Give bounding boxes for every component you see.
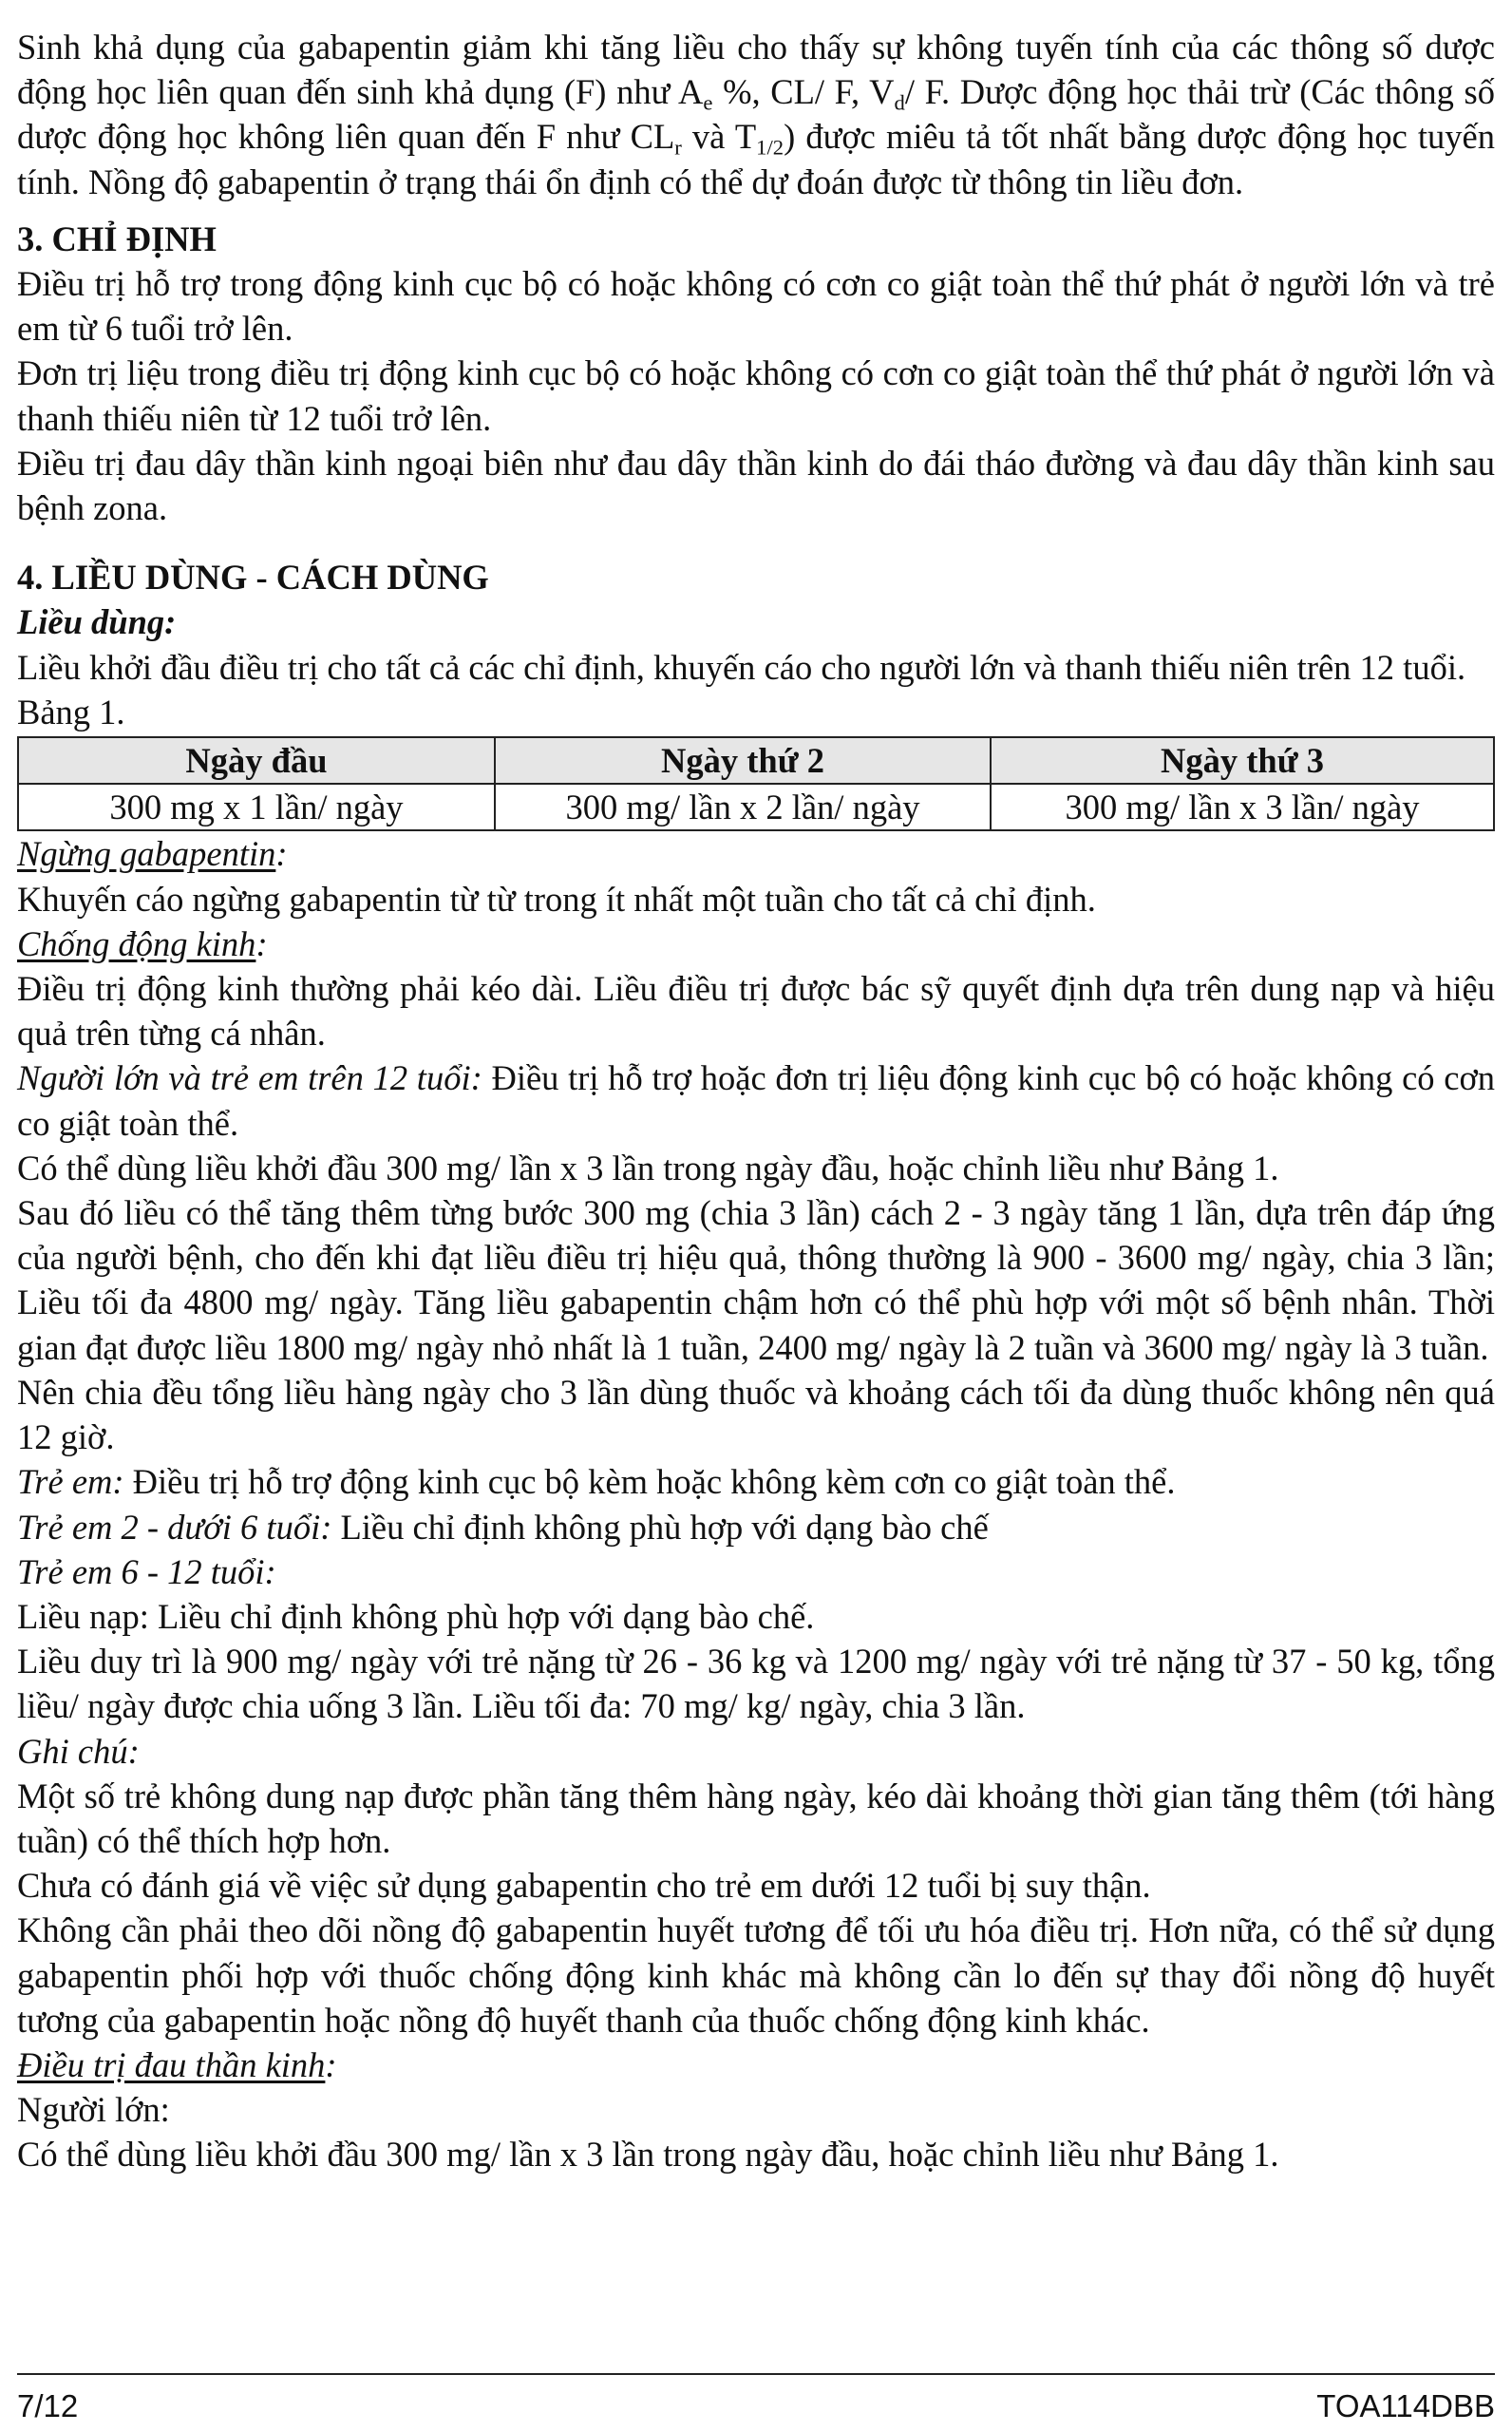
section-4-heading: 4. LIỀU DÙNG - CÁCH DÙNG xyxy=(17,558,489,598)
note-paragraph: Một số trẻ không dung nạp được phần tăng thêm hàng ngày, kéo dài khoảng thời gian tăng thêm (tới hàng tuần) có thể thích hợp hơn. xyxy=(17,1776,1495,1860)
neuro-paragraph: Có thể dùng liều khởi đầu 300 mg/ lần x 3 lần trong ngày đầu, hoặc chỉnh liều như Bảng 1. xyxy=(17,2135,1279,2175)
table-cell: 300 mg/ lần x 3 lần/ ngày xyxy=(991,784,1494,830)
child6-label: Trẻ em 6 - 12 tuổi: xyxy=(17,1551,276,1591)
indication-paragraph: Điều trị đau dây thần kinh ngoại biên như đau dây thần kinh do đái tháo đường và đau dây thần kinh sau bệnh zona. xyxy=(17,443,1495,528)
adult-paragraph: Người lớn và trẻ em trên 12 tuổi: Điều trị hỗ trợ hoặc đơn trị liệu động kinh cục bộ có hoặc không có cơn co giật toàn thể. xyxy=(17,1058,1495,1143)
adult-paragraph: Nên chia đều tổng liều hàng ngày cho 3 lần dùng thuốc và khoảng cách tối đa dùng thuốc không nên quá 12 giờ. xyxy=(17,1372,1495,1457)
table-header-cell: Ngày đầu xyxy=(18,737,495,784)
section-3-heading: 3. CHỈ ĐỊNH xyxy=(17,218,217,258)
indication-paragraph: Điều trị hỗ trợ trong động kinh cục bộ có hoặc không có cơn co giật toàn thể thứ phát ở người lớn và trẻ em từ 6 tuổi trở lên. xyxy=(17,264,1495,349)
footer-divider xyxy=(17,2373,1495,2375)
child-paragraph: Trẻ em 2 - dưới 6 tuổi: Liều chỉ định không phù hợp với dạng bào chế xyxy=(17,1507,989,1547)
stop-subheading: Ngừng gabapentin: xyxy=(17,834,288,874)
page-number: 7/12 xyxy=(17,2388,79,2423)
child6-paragraph: Liều nạp: Liều chỉ định không phù hợp với dạng bào chế. xyxy=(17,1596,815,1636)
adult-paragraph: Có thể dùng liều khởi đầu 300 mg/ lần x 3 lần trong ngày đầu, hoặc chỉnh liều như Bảng 1. xyxy=(17,1148,1279,1188)
indication-paragraph: Đơn trị liệu trong điều trị động kinh cục bộ có hoặc không có cơn co giật toàn thể thứ phát ở người lớn và thanh thiếu niên từ 12 tuổi trở lên. xyxy=(17,353,1495,438)
epilepsy-subheading: Chống động kinh: xyxy=(17,923,268,963)
note-paragraph: Chưa có đánh giá về việc sử dụng gabapentin cho trẻ em dưới 12 tuổi bị suy thận. xyxy=(17,1866,1151,1906)
table-caption: Bảng 1. xyxy=(17,692,125,732)
table-cell: 300 mg x 1 lần/ ngày xyxy=(18,784,495,830)
child-paragraph: Trẻ em: Điều trị hỗ trợ động kinh cục bộ kèm hoặc không kèm cơn co giật toàn thể. xyxy=(17,1462,1176,1502)
neuro-adult-label: Người lớn: xyxy=(17,2090,170,2130)
neuro-subheading: Điều trị đau thần kinh: xyxy=(17,2044,337,2084)
table-cell: 300 mg/ lần x 2 lần/ ngày xyxy=(495,784,991,830)
note-paragraph: Không cần phải theo dõi nồng độ gabapentin huyết tương để tối ưu hóa điều trị. Hơn nữa, có thể sử dụng gabapentin phối hợp với thuốc chống động kinh khác mà không cần lo đến sự thay đổi nồng độ huyết tương của gabapentin hoặc nồng độ huyết thanh của thuốc chống động kinh khác. xyxy=(17,1910,1495,2040)
epilepsy-paragraph: Điều trị động kinh thường phải kéo dài. Liều điều trị được bác sỹ quyết định dựa trên dung nạp và hiệu quả trên từng cá nhân. xyxy=(17,969,1495,1054)
dosage-intro: Liều khởi đầu điều trị cho tất cả các chỉ định, khuyến cáo cho người lớn và thanh thiếu niên trên 12 tuổi. xyxy=(17,647,1466,687)
adult-paragraph: Sau đó liều có thể tăng thêm từng bước 300 mg (chia 3 lần) cách 2 - 3 ngày tăng 1 lần, dựa trên đáp ứng của người bệnh, cho đến khi đạt liều điều trị hiệu quả, thông thường là 900 - 3600 mg/ ngày, chia 3 lần; Liều tối đa 4800 mg/ ngày. Tăng liều gabapentin chậm hơn có thể phù hợp với một số bệnh nhân. Thời gian đạt được liều 1800 mg/ ngày nhỏ nhất là 1 tuần, 2400 mg/ ngày là 2 tuần và 3600 mg/ ngày là 3 tuần. xyxy=(17,1193,1495,1367)
document-code: TOA114DBB xyxy=(1316,2388,1495,2423)
table-header-cell: Ngày thứ 2 xyxy=(495,737,991,784)
dosage-label: Liều dùng: xyxy=(17,602,177,642)
table-row xyxy=(18,784,1494,830)
child6-paragraph: Liều duy trì là 900 mg/ ngày với trẻ nặng từ 26 - 36 kg và 1200 mg/ ngày với trẻ nặng từ 37 - 50 kg, tổng liều/ ngày được chia uống 3 lần. Liều tối đa: 70 mg/ kg/ ngày, chia 3 lần. xyxy=(17,1642,1495,1726)
table-header-row xyxy=(18,737,1494,784)
document-page xyxy=(17,25,1495,2177)
stop-text: Khuyến cáo ngừng gabapentin từ từ trong ít nhất một tuần cho tất cả chỉ định. xyxy=(17,879,1096,919)
note-label: Ghi chú: xyxy=(17,1731,140,1771)
table-header-cell: Ngày thứ 3 xyxy=(991,737,1494,784)
intro-paragraph: Sinh khả dụng của gabapentin giảm khi tăng liều cho thấy sự không tuyến tính của các thông số dược động học liên quan đến sinh khả dụng (F) như $A_e$ %, CL/ F, $V_d/$ F. Dược động học thải trừ (Các thông số dược động học không liên quan đến F như $CL_r$ và $T_{1/2}$) được miêu tả tốt nhất bằng dược động học tuyến tính. Nồng độ gabapentin ở trạng thái ổn định có thể dự đoán được từ thông tin liều đơn. xyxy=(17,28,1496,201)
dose-table xyxy=(17,736,1495,831)
